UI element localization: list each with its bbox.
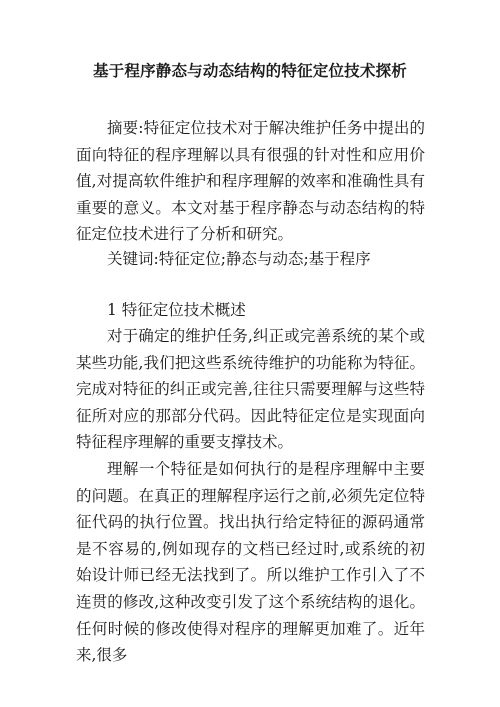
keywords-paragraph: 关键词:特征定位;静态与动态;基于程序: [107, 250, 371, 268]
abstract-block: [76, 115, 425, 248]
section-paragraph-2: 理解一个特征是如何执行的是程序理解中主要的问题。在真正的理解程序运行之前,必须先定位特征代码的执行位置。找出执行给定特征的源码通常是不容易的,例如现存的文档已经过时,或系统的初始设计师已经无法找到了。所以维护工作引入了不连贯的修改,这种改变引发了这个系统结构的退化。任何时候的修改使得对程序的理解更加难了。近年来,很多: [76, 459, 425, 665]
document-title: 基于程序静态与动态结构的特征定位技术探析: [92, 61, 407, 80]
section-heading: 1 特征定位技术概述: [107, 301, 246, 319]
section-body: [76, 323, 425, 669]
abstract-paragraph: 摘要:特征定位技术对于解决维护任务中提出的面向特征的程序理解以具有很强的针对性和应用价值,对提高软件维护和程序理解的效率和准确性具有重要的意义。本文对基于程序静态与动态结构的特征定位技术进行了分析和研究。: [76, 119, 425, 244]
section-paragraph-1: 对于确定的维护任务,纠正或完善系统的某个或某些功能,我们把这些系统待维护的功能称为特征。完成对特征的纠正或完善,往往只需要理解与这些特征所对应的那部分代码。因此特征定位是实现面向特征程序理解的重要支撑技术。: [76, 327, 425, 452]
keywords-block: [76, 246, 425, 273]
